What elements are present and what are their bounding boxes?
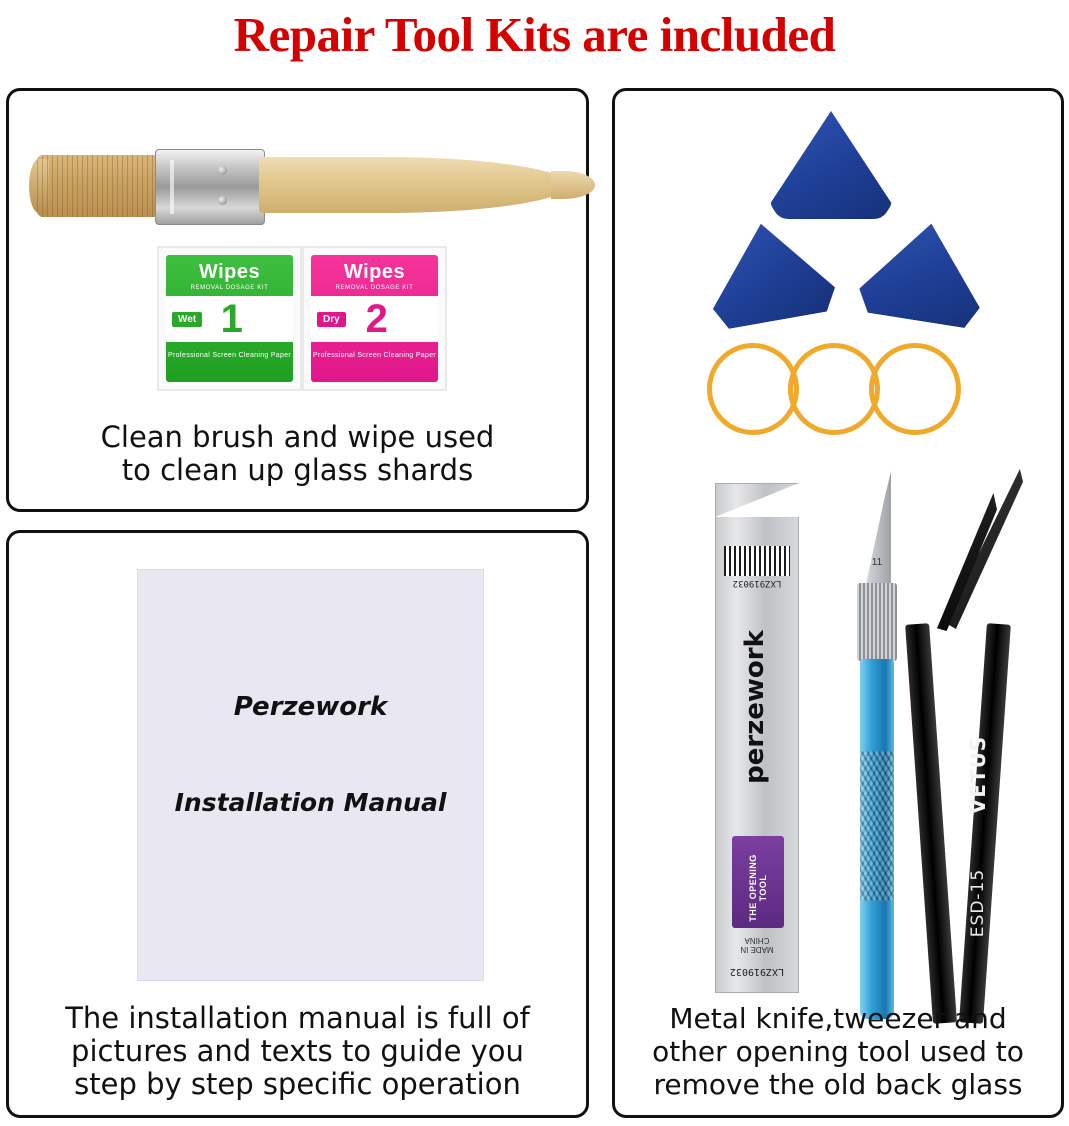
opening-tool-serial: LXZ919032	[729, 966, 785, 977]
pry-pick-triangle	[699, 209, 839, 331]
opening-tool-strip-text: THE OPENING TOOL	[748, 854, 768, 922]
wipe-band	[311, 296, 438, 342]
opening-tool-label-strip	[732, 836, 784, 928]
wipe-subtitle: REMOVAL DOSAGE KIT	[190, 285, 269, 291]
knife-blade	[865, 471, 891, 589]
wipe-title: Wipes	[198, 261, 261, 283]
opening-tool-code: LXZ919032	[732, 578, 782, 588]
manual-cover	[137, 569, 484, 981]
panel-installation-manual	[6, 530, 589, 1118]
wipe-band	[166, 296, 293, 342]
tweezer-arm	[905, 623, 957, 1024]
brush-ferrule	[155, 149, 265, 225]
barcode-icon	[724, 546, 790, 576]
brush-ferrule-rivet	[218, 196, 227, 205]
guitar-pick-ring	[707, 343, 799, 435]
caption-brush	[9, 421, 586, 487]
manual-brand: Perzework	[233, 692, 388, 722]
brush-ferrule-rivet	[218, 166, 227, 175]
opening-tool-card	[715, 483, 799, 993]
page-title: Repair Tool Kits are included	[233, 7, 836, 62]
caption-line: Clean brush and wipe used	[100, 420, 495, 454]
tweezer-model: ESD-15	[968, 868, 988, 938]
guitar-pick-ring	[869, 343, 961, 435]
wipe-title: Wipes	[343, 261, 406, 283]
craft-knife	[847, 471, 907, 1031]
wipe-packet-dry	[302, 246, 447, 391]
wipe-subtitle: REMOVAL DOSAGE KIT	[335, 285, 414, 291]
pry-pick-triangle	[770, 111, 892, 219]
tweezer-brand: VETUS	[966, 735, 990, 815]
wipe-tag: Dry	[317, 312, 346, 327]
caption-line: step by step specific operation	[74, 1067, 521, 1101]
tweezer	[915, 463, 1035, 1033]
brush-image	[27, 127, 575, 247]
caption-manual	[9, 1002, 586, 1101]
caption-line: to clean up glass shards	[121, 453, 474, 487]
caption-line: The installation manual is full of	[65, 1001, 530, 1035]
caption-line: other opening tool used to	[652, 1035, 1024, 1068]
knife-collar	[857, 583, 897, 661]
manual-subtitle: Installation Manual	[174, 788, 447, 817]
knife-blade-number: 11	[871, 557, 883, 568]
brush-handle	[259, 157, 569, 213]
caption-line: remove the old back glass	[653, 1068, 1023, 1101]
wipe-packet-wet	[157, 246, 302, 391]
knife-knurled-grip	[860, 751, 894, 901]
opening-tool-brand: perzework	[740, 630, 770, 784]
caption-tools	[615, 1002, 1061, 1101]
panel-metal-tools	[612, 88, 1064, 1118]
guitar-pick-ring	[788, 343, 880, 435]
caption-line: Metal knife,tweezer and	[669, 1002, 1007, 1035]
wipe-number: 1	[220, 297, 243, 341]
wipes-pack	[157, 246, 447, 391]
panel-clean-brush	[6, 88, 589, 512]
caption-line: pictures and texts to guide you	[71, 1034, 524, 1068]
opening-tool-origin: MADE IN CHINA	[740, 936, 774, 954]
brush-bristles	[37, 155, 157, 217]
wipe-number: 2	[365, 297, 388, 341]
wipe-footer: Professional Screen Cleaning Paper	[312, 352, 437, 359]
brush-bristle-texture	[37, 155, 157, 217]
wipe-footer: Professional Screen Cleaning Paper	[167, 352, 292, 359]
tweezer-tip	[937, 493, 997, 631]
wipe-tag: Wet	[172, 312, 202, 327]
pry-pick-triangle	[856, 210, 992, 330]
